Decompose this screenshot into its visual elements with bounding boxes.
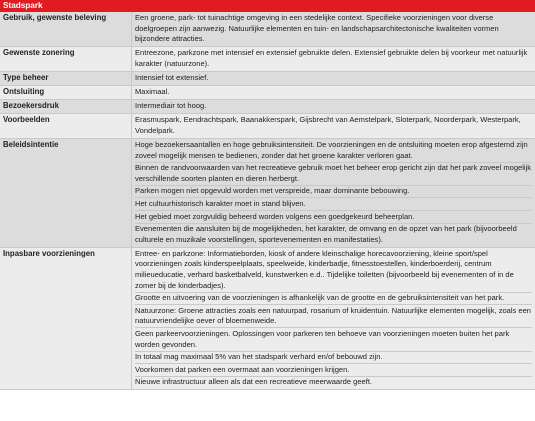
- row-paragraph: Geen parkeervoorzieningen. Oplossingen voor parkeren ten behoeve van voorzieningen moeten buiten het park worden gevonden.: [135, 329, 532, 352]
- row-paragraph: Entreezone, parkzone met intensief en extensief gebruikte delen. Extensief gebruikte delen bij voorkeur met natuurlijk karakter (natuurzone).: [135, 48, 528, 68]
- row-label: Voorbeelden: [0, 114, 132, 138]
- row-paragraph: Maximaal.: [135, 87, 170, 97]
- table-row: [0, 72, 535, 86]
- table-row: [0, 248, 535, 391]
- row-label: Inpasbare voorzieningen: [0, 248, 132, 390]
- row-content: [132, 139, 535, 247]
- row-paragraph: Grootte en uitvoering van de voorzieningen is afhankelijk van de grootte en de gebruiksintensiteit van het park.: [135, 293, 532, 305]
- row-paragraph: Natuurzone: Groene attracties zoals een natuurpad, rosarium of kruidentuin. Natuurlijke elementen mogelijk, zoals een natuurvriendelijke oever of bloemenweide.: [135, 306, 532, 329]
- row-paragraph: In totaal mag maximaal 5% van het stadspark verhard en/of bebouwd zijn.: [135, 352, 532, 364]
- row-paragraph: Hoge bezoekersaantallen en hoge gebruiksintensiteit. De voorzieningen en de ontsluiting moeten erop afgestemd zijn zoveel mogelijk mensen te bedienen, zonder dat het groene karakter verloren gaat.: [135, 140, 532, 163]
- row-content: [132, 100, 535, 113]
- row-content: [132, 114, 535, 138]
- row-content: [132, 86, 535, 99]
- row-paragraph: Intermediair tot hoog.: [135, 101, 207, 111]
- row-label: Bezoekersdruk: [0, 100, 132, 113]
- row-content: [132, 72, 535, 85]
- row-content: [132, 47, 535, 71]
- row-paragraph: Binnen de randvoorwaarden van het recreatieve gebruik moet het beheer erop gericht zijn dat het park zoveel mogelijk verschillende soorten planten en dieren herbergt.: [135, 163, 532, 186]
- row-content: [132, 12, 535, 46]
- table-row: [0, 12, 535, 47]
- row-paragraph: Entree- en parkzone: Informatieborden, kiosk of andere kleinschalige horecavoorziening, kleine sport/spel voorzieningen zoals kinderspeelplaats, speelweide, kinderbadje, fitnesstoestellen, kinderboerderij, centrum milieueducatie, verhard basketbalveld, kunstwerken e.d.. Tijdelijke toiletten (bijvoorbeeld bij evenementen of in de zomer bij de kinderbadjes).: [135, 249, 532, 293]
- row-paragraph: Erasmuspark, Eendrachtspark, Baanakkerspark, Gijsbrecht van Aemstelpark, Sloterpark, Noorderpark, Westerpark, Vondelpark.: [135, 115, 521, 135]
- row-paragraph: Intensief tot extensief.: [135, 72, 209, 82]
- row-label: Gewenste zonering: [0, 47, 132, 71]
- row-label: Ontsluiting: [0, 86, 132, 99]
- table-row: [0, 100, 535, 114]
- table-row: [0, 86, 535, 100]
- row-paragraph: Nieuwe infrastructuur alleen als dat een recreatieve meerwaarde geeft.: [135, 377, 373, 387]
- row-paragraph: Het cultuurhistorisch karakter moet in stand blijven.: [135, 199, 532, 211]
- row-paragraph: Evenementen die aansluiten bij de mogelijkheden, het karakter, de omvang en de opzet van het park (bijvoorbeeld culturele en muzikale voorstellingen, sportevenementen en manifestaties).: [135, 224, 517, 244]
- row-label: Beleidsintentie: [0, 139, 132, 247]
- row-paragraph: Een groene, park- tot tuinachtige omgeving in een stedelijke context. Specifieke voorzieningen voor diverse doelgroepen zijn aanwezig. Natuurlijke elementen en tuin- en landschapsarchitectonische kwaliteiten vormen bijzondere attracties.: [135, 13, 499, 44]
- row-label: Gebruik, gewenste beleving: [0, 12, 132, 46]
- table-row: [0, 47, 535, 72]
- row-paragraph: Voorkomen dat parken een overmaat aan voorzieningen krijgen.: [135, 365, 532, 377]
- table-row: [0, 139, 535, 248]
- table-title: Stadspark: [0, 0, 535, 12]
- row-paragraph: Het gebied moet zorgvuldig beheerd worden volgens een goedgekeurd beheerplan.: [135, 212, 532, 224]
- table-row: [0, 114, 535, 139]
- table-body: [0, 12, 535, 390]
- row-content: [132, 248, 535, 390]
- row-paragraph: Parken mogen niet opgevuld worden met verspreide, maar dominante bebouwing.: [135, 186, 532, 198]
- row-label: Type beheer: [0, 72, 132, 85]
